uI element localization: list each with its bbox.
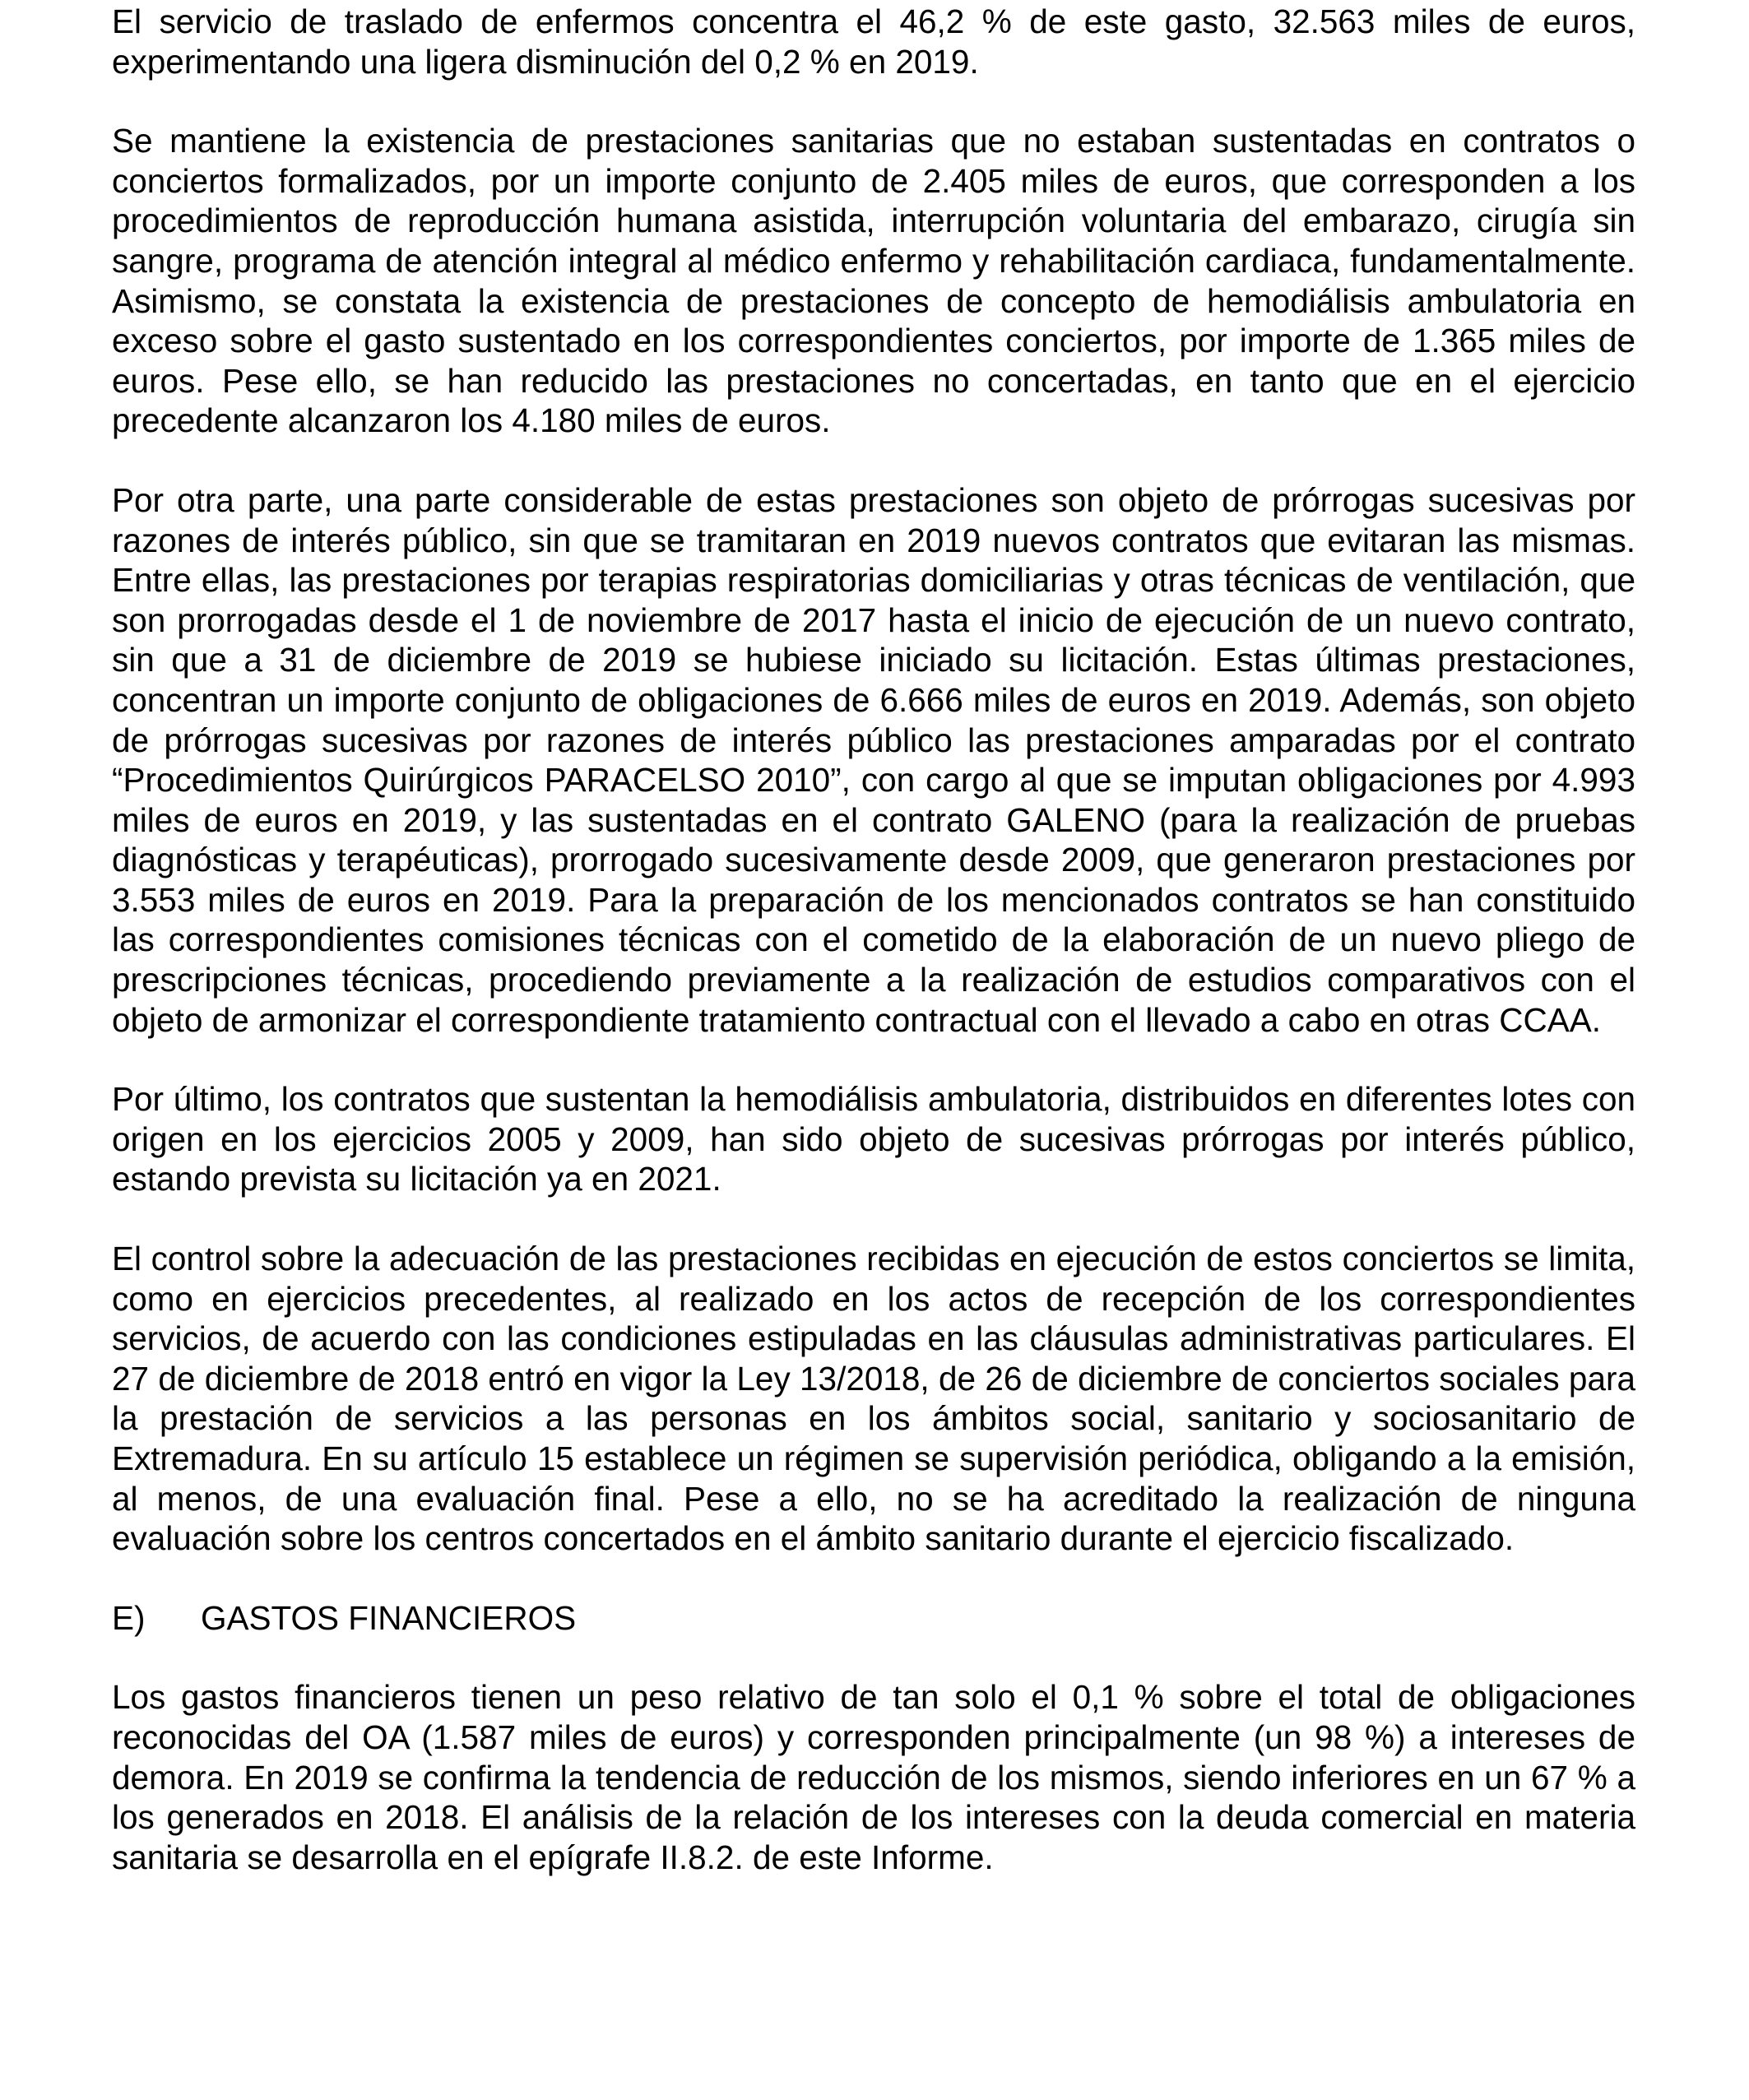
- paragraph-prestaciones-no-concertadas: Se mantiene la existencia de prestaciones sanitarias que no estaban sustentadas en contratos o conciertos formalizados, por un importe conjunto de 2.405 miles de euros, que corresponden a los procedimientos de reproducción humana asistida, interrupción voluntaria del embarazo, cirugía sin sangre, programa de atención integral al médico enfermo y rehabilitación cardiaca, fundamentalmente. Asimismo, se constata la existencia de prestaciones de concepto de hemodiálisis ambulatoria en exceso sobre el gasto sustentado en los correspondientes conciertos, por importe de 1.365 miles de euros. Pese ello, se han reducido las prestaciones no concertadas, en tanto que en el ejercicio precedente alcanzaron los 4.180 miles de euros.: [112, 122, 1635, 440]
- paragraph-gastos-financieros: Los gastos financieros tienen un peso relativo de tan solo el 0,1 % sobre el total de obligaciones reconocidas del OA (1.587 miles de euros) y corresponden principalmente (un 98 %) a intereses de demora. En 2019 se confirma la tendencia de reducción de los mismos, siendo inferiores en un 67 % a los generados en 2018. El análisis de la relación de los intereses con la deuda comercial en materia sanitaria se desarrolla en el epígrafe II.8.2. de este Informe.: [112, 1678, 1635, 1876]
- document-page: [112, 0, 1635, 1877]
- section-heading: [112, 1598, 1635, 1639]
- section-title: GASTOS FINANCIEROS: [201, 1598, 577, 1637]
- paragraph-hemodialisis: Por último, los contratos que sustentan la hemodiálisis ambulatoria, distribuidos en diferentes lotes con origen en los ejercicios 2005 y 2009, han sido objeto de sucesivas prórrogas por interés público, estando prevista su licitación ya en 2021.: [112, 1080, 1635, 1198]
- section-number: E): [112, 1598, 146, 1637]
- paragraph-control-adecuacion: El control sobre la adecuación de las prestaciones recibidas en ejecución de estos conciertos se limita, como en ejercicios precedentes, al realizado en los actos de recepción de los correspondientes servicios, de acuerdo con las condiciones estipuladas en las cláusulas administrativas particulares. El 27 de diciembre de 2018 entró en vigor la Ley 13/2018, de 26 de diciembre de conciertos sociales para la prestación de servicios a las personas en los ámbitos social, sanitario y sociosanitario de Extremadura. En su artículo 15 establece un régimen se supervisión periódica, obligando a la emisión, al menos, de una evaluación final. Pese a ello, no se ha acreditado la realización de ninguna evaluación sobre los centros concertados en el ámbito sanitario durante el ejercicio fiscalizado.: [112, 1240, 1635, 1558]
- paragraph-prorrogas-sucesivas: Por otra parte, una parte considerable de estas prestaciones son objeto de prórrogas sucesivas por razones de interés público, sin que se tramitaran en 2019 nuevos contratos que evitaran las mismas. Entre ellas, las prestaciones por terapias respiratorias domiciliarias y otras técnicas de ventilación, que son prorrogadas desde el 1 de noviembre de 2017 hasta el inicio de ejecución de un nuevo contrato, sin que a 31 de diciembre de 2019 se hubiese iniciado su licitación. Estas últimas prestaciones, concentran un importe conjunto de obligaciones de 6.666 miles de euros en 2019. Además, son objeto de prórrogas sucesivas por razones de interés público las prestaciones amparadas por el contrato “Procedimientos Quirúrgicos PARACELSO 2010”, con cargo al que se imputan obligaciones por 4.993 miles de euros en 2019, y las sustentadas en el contrato GALENO (para la realización de pruebas diagnósticas y terapéuticas), prorrogado sucesivamente desde 2009, que generaron prestaciones por 3.553 miles de euros en 2019. Para la preparación de los mencionados contratos se han constituido las correspondientes comisiones técnicas con el cometido de la elaboración de un nuevo pliego de prescripciones técnicas, procediendo previamente a la realización de estudios comparativos con el objeto de armonizar el correspondiente tratamiento contractual con el llevado a cabo en otras CCAA.: [112, 480, 1635, 1039]
- paragraph-traslado-enfermos: El servicio de traslado de enfermos concentra el 46,2 % de este gasto, 32.563 miles de euros, experimentando una ligera disminución del 0,2 % en 2019.: [112, 2, 1635, 81]
